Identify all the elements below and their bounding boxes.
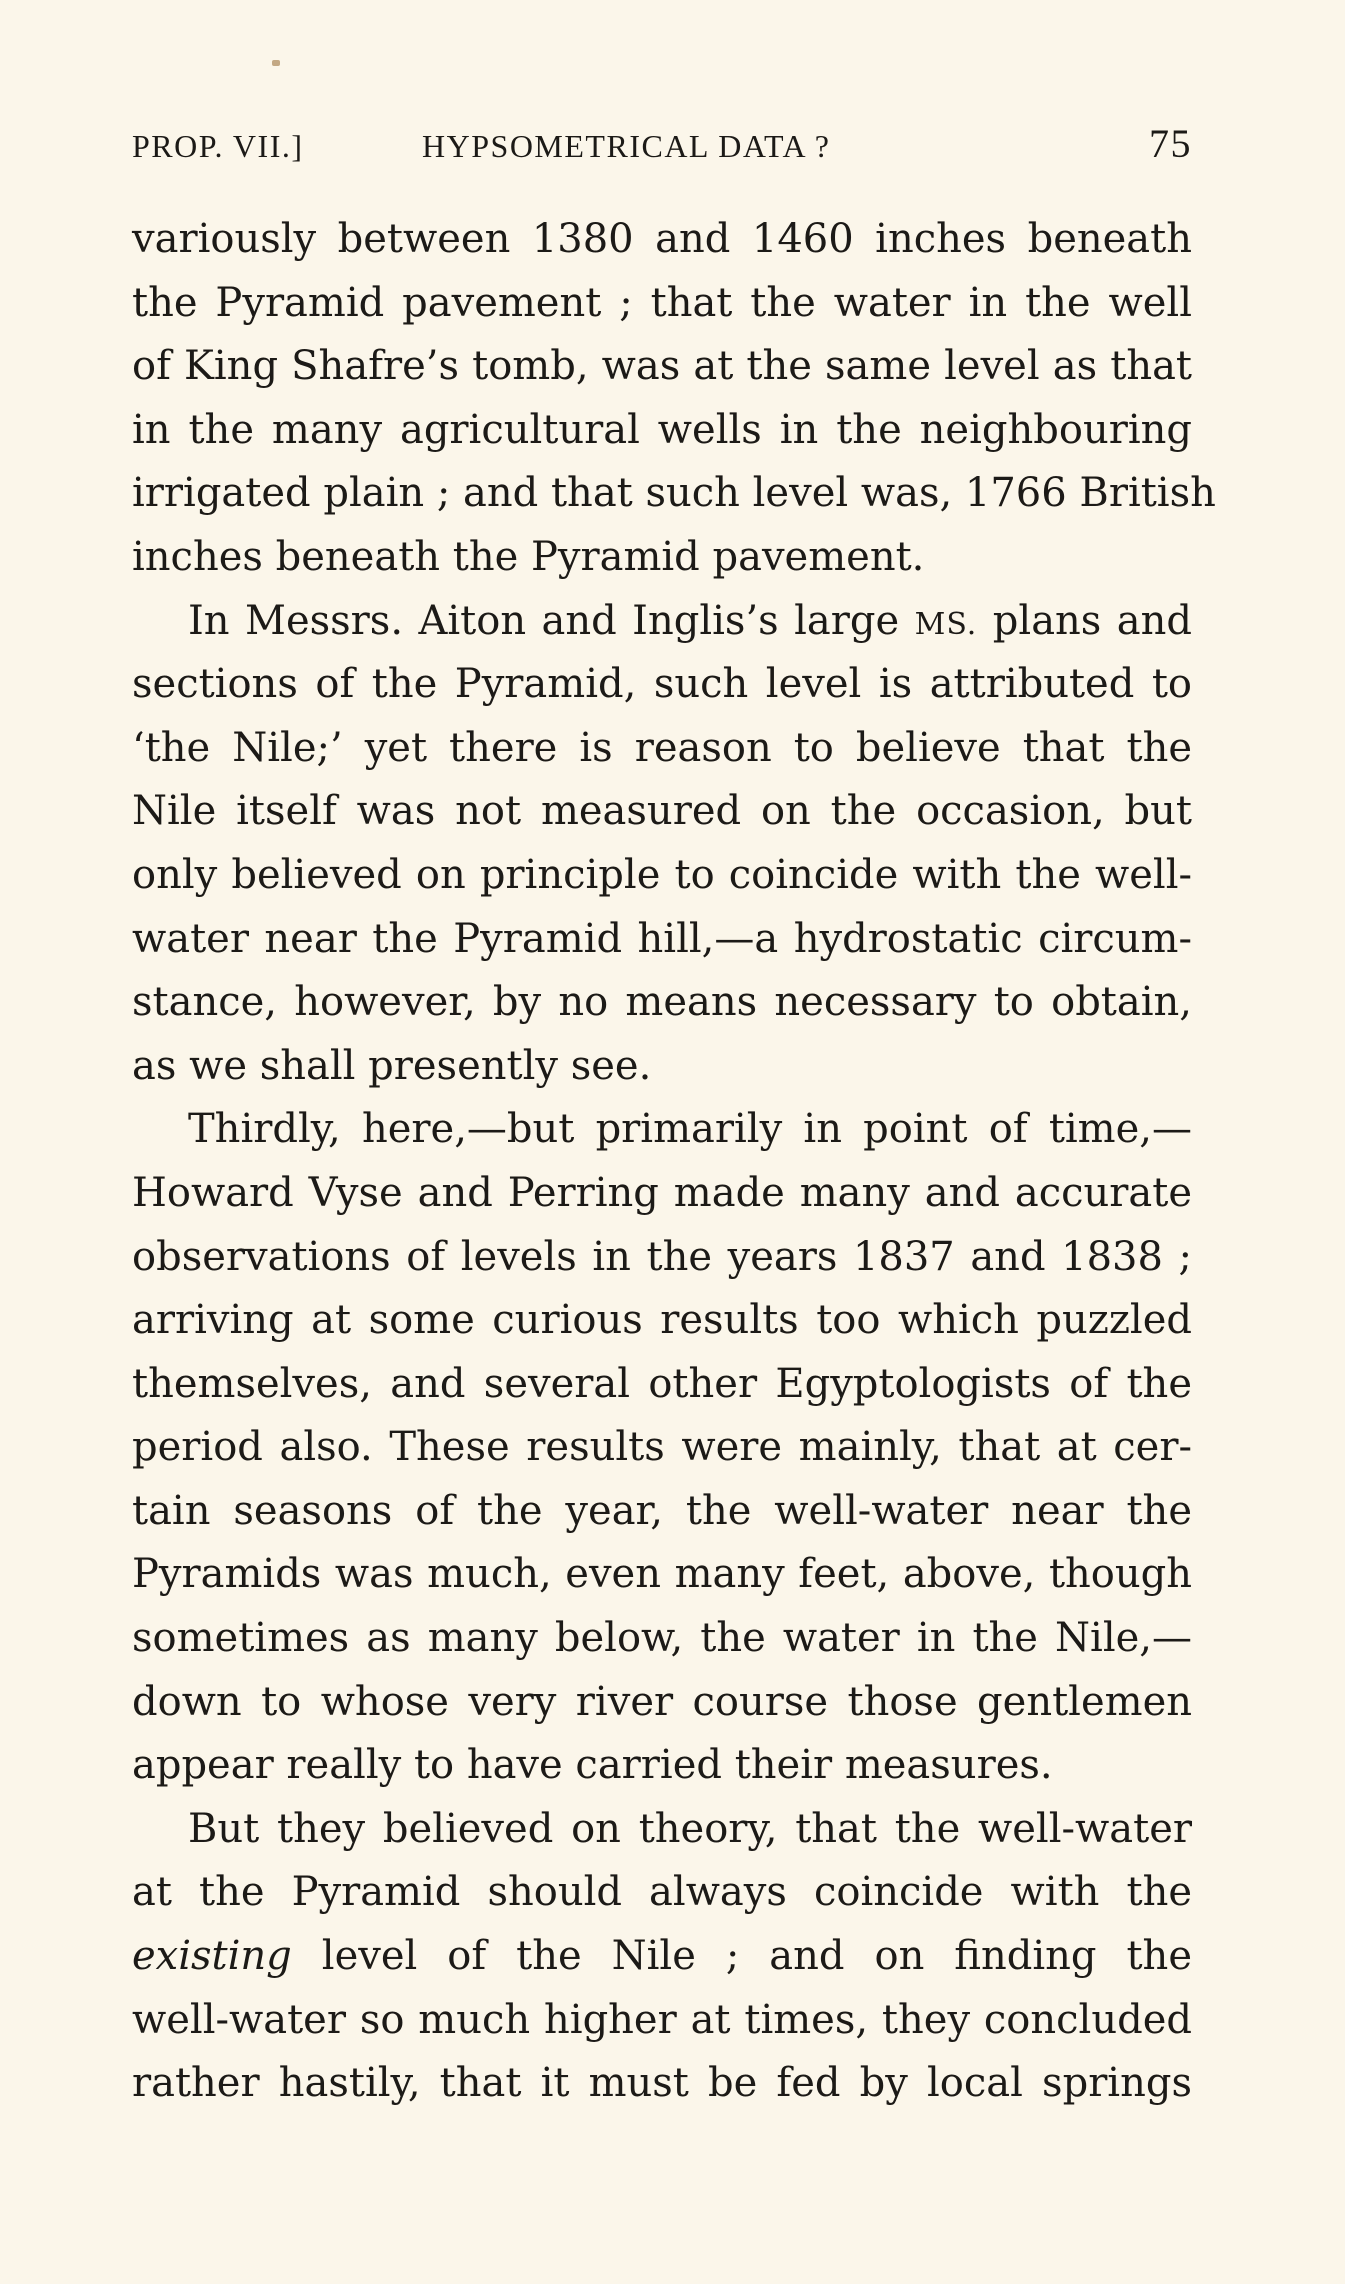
text-line: rather hastily, that it must be fed by local springs (132, 2060, 1192, 2107)
running-head-section: PROP. VII.] (132, 128, 304, 164)
text-line: irrigated plain ; and that such level was, 1766 British (132, 470, 1216, 517)
text-line: down to whose very river course those gentlemen (132, 1678, 1192, 1725)
text-line: variously between 1380 and 1460 inches beneath (132, 216, 1192, 262)
text-line: In Messrs. Aiton and Inglis’s large MS. plans and (188, 597, 1192, 644)
text-line: only believed on principle to coincide with the well- (132, 851, 1192, 898)
text-line: Pyramids was much, even many feet, above, though (132, 1551, 1192, 1598)
text-line: arriving at some curious results too which puzzled (132, 1297, 1192, 1344)
text-line: well-water so much higher at times, they concluded (132, 1996, 1192, 2043)
text-line: sections of the Pyramid, such level is attributed to (132, 661, 1192, 708)
running-head (132, 110, 1192, 190)
text-line: at the Pyramid should always coincide with the (132, 1869, 1192, 1916)
text-line: ‘the Nile;’ yet there is reason to believe that the (132, 724, 1192, 771)
text-line: of King Shafre’s tomb, was at the same level as that (132, 343, 1192, 390)
text-line: observations of levels in the years 1837 and 1838 ; (132, 1233, 1192, 1280)
text-line: Nile itself was not measured on the occasion, but (132, 788, 1192, 835)
text-line: the Pyramid pavement ; that the water in the well (132, 279, 1192, 326)
text-line: as we shall presently see. (132, 1042, 652, 1089)
paper-stain-mark (272, 60, 280, 66)
text-line: themselves, and several other Egyptologists of the (132, 1360, 1192, 1407)
text-line: inches beneath the Pyramid pavement. (132, 533, 925, 580)
body-text (132, 208, 1216, 2116)
text-line: Howard Vyse and Perring made many and accurate (132, 1169, 1192, 1216)
text-line: in the many agricultural wells in the neighbouring (132, 406, 1192, 453)
text-line: water near the Pyramid hill,—a hydrostatic circum- (132, 915, 1192, 962)
text-line: But they believed on theory, that the well-water (188, 1805, 1192, 1852)
page-number: 75 (1149, 121, 1192, 166)
text-line: period also. These results were mainly, that at cer- (132, 1424, 1192, 1471)
running-head-title: HYPSOMETRICAL DATA ? (422, 128, 831, 164)
text-line: tain seasons of the year, the well-water near the (132, 1487, 1192, 1534)
text-line: Thirdly, here,—but primarily in point of time,— (188, 1106, 1192, 1153)
text-line: appear really to have carried their measures. (132, 1742, 1053, 1789)
text-line: stance, however, by no means necessary to obtain, (132, 979, 1192, 1026)
text-line: sometimes as many below, the water in the Nile,— (132, 1615, 1192, 1662)
text-line: existing level of the Nile ; and on finding the (132, 1933, 1192, 1980)
